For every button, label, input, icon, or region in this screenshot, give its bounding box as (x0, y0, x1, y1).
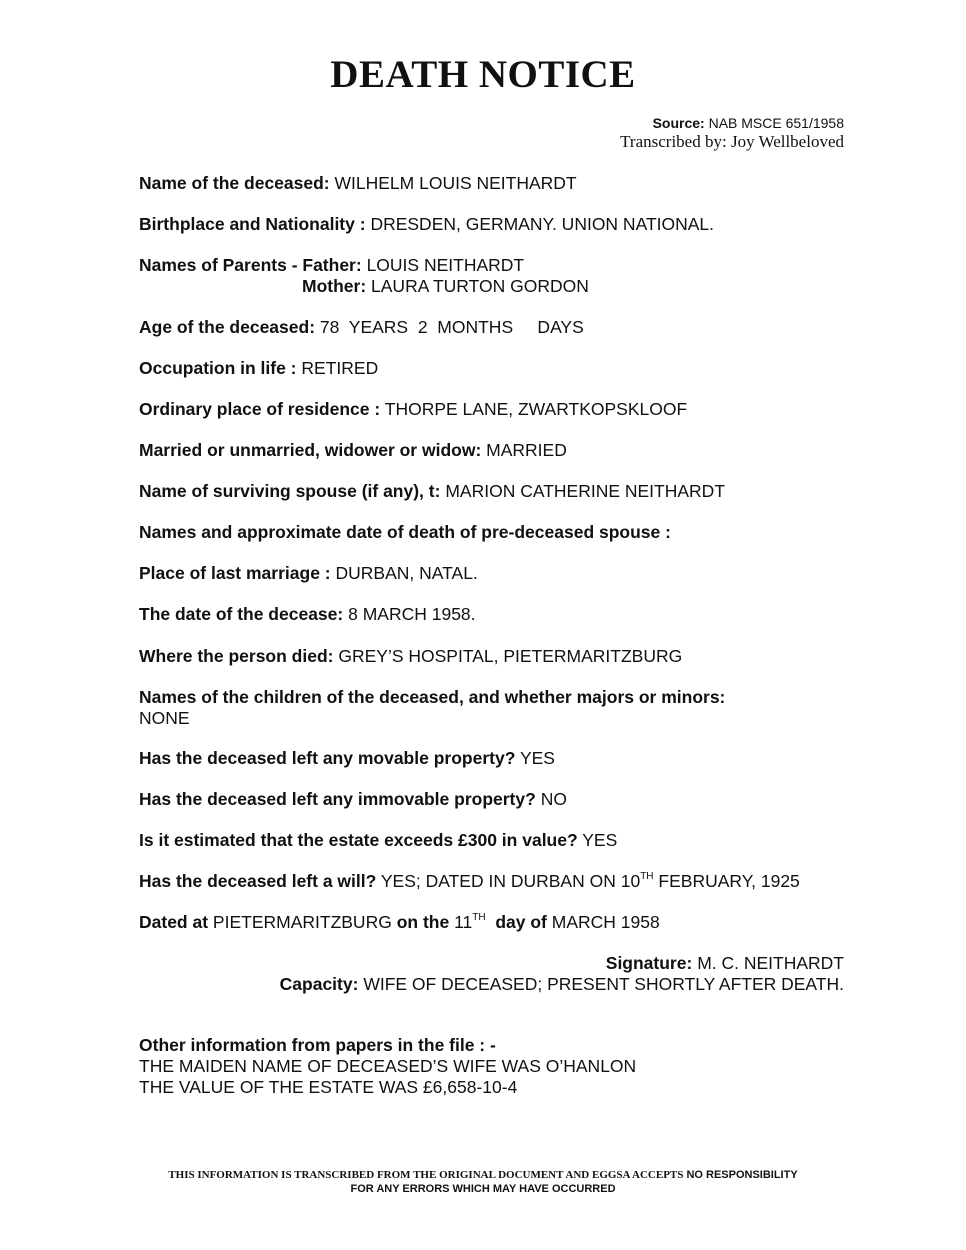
field-place-died (139, 646, 682, 667)
footer-line-2: FOR ANY ERRORS WHICH MAY HAVE OCCURRED (350, 1183, 616, 1195)
field-residence (139, 399, 687, 420)
other-info-line: THE VALUE OF THE ESTATE WAS £6,658-10-4 (139, 1077, 518, 1097)
field-value: 8 MARCH 1958. (348, 604, 476, 624)
will-value-b: FEBRUARY, 1925 (658, 871, 800, 891)
source-line (653, 115, 844, 131)
field-label: Has the deceased left any movable property? (139, 748, 516, 768)
field-value: LOUIS NEITHARDT (366, 255, 525, 275)
field-movable (139, 748, 555, 769)
dated-day-sup: TH (472, 912, 486, 923)
field-name (139, 173, 577, 194)
field-label: Age of the deceased: (139, 317, 316, 337)
transcribed-by: Transcribed by: Joy Wellbeloved (620, 132, 844, 151)
field-occupation (139, 358, 378, 379)
field-value: LAURA TURTON GORDON (371, 276, 589, 296)
field-value: WILHELM LOUIS NEITHARDT (334, 173, 577, 193)
field-value: DURBAN, NATAL. (335, 563, 478, 583)
field-will (139, 871, 800, 892)
field-father (139, 255, 524, 276)
field-label: Names of the children of the deceased, and whether majors or minors: (139, 687, 726, 707)
field-value (381, 871, 800, 891)
field-value: NO (540, 789, 567, 809)
field-label: Ordinary place of residence : (139, 399, 381, 419)
disclaimer-footer (0, 1168, 966, 1196)
other-info-line: THE MAIDEN NAME OF DECEASED’S WIFE WAS O’HANLON (139, 1056, 637, 1076)
other-information (139, 1035, 636, 1098)
field-value: GREY’S HOSPITAL, PIETERMARITZBURG (338, 646, 683, 666)
field-value: MARRIED (486, 440, 567, 460)
field-value: 78 YEARS 2 MONTHS DAYS (319, 317, 584, 337)
field-value: RETIRED (301, 358, 379, 378)
field-label: Is it estimated that the estate exceeds £300 in value? (139, 830, 578, 850)
dated-month-year: MARCH 1958 (551, 912, 660, 932)
capacity-label: Capacity: (279, 974, 359, 994)
capacity-value: WIFE OF DECEASED; PRESENT SHORTLY AFTER DEATH. (363, 974, 844, 994)
field-label: Married or unmarried, widower or widow: (139, 440, 482, 460)
field-mother (302, 276, 589, 297)
signature-label: Signature: (605, 953, 693, 973)
field-label: The date of the decease: (139, 604, 344, 624)
will-value-a: YES; DATED IN DURBAN ON 10 (380, 871, 641, 891)
field-immovable (139, 789, 567, 810)
field-label: Where the person died: (139, 646, 334, 666)
dated-place: PIETERMARITZBURG (212, 912, 392, 932)
will-value-sup: TH (640, 871, 654, 882)
dated-label-a: Dated at (139, 912, 209, 932)
field-label: Place of last marriage : (139, 563, 331, 583)
source-label: Source: (652, 115, 705, 131)
field-value: YES (519, 748, 555, 768)
field-value: MARION CATHERINE NEITHARDT (445, 481, 726, 501)
field-label: Mother: (302, 276, 367, 296)
field-value: THORPE LANE, ZWARTKOPSKLOOF (384, 399, 688, 419)
field-label: Name of surviving spouse (if any), t: (139, 481, 441, 501)
capacity-line (280, 974, 844, 995)
field-label: Name of the deceased: (139, 173, 330, 193)
dated-label-c: day of (495, 912, 547, 932)
field-birthplace (139, 214, 714, 235)
field-estate (139, 830, 617, 851)
dated-day-number: 11 (454, 912, 473, 932)
field-predeceased (139, 522, 671, 543)
footer-line-1 (0, 1168, 966, 1182)
page-title: DEATH NOTICE (330, 53, 636, 96)
other-info-label: Other information from papers in the file : - (139, 1035, 496, 1055)
dated-day (454, 912, 486, 932)
signature-line (606, 953, 844, 974)
field-label: Occupation in life : (139, 358, 297, 378)
field-dated (139, 912, 660, 933)
field-value: YES (582, 830, 618, 850)
field-value: NONE (139, 708, 190, 728)
field-label: Names of Parents - Father: (139, 255, 362, 275)
field-age (139, 317, 584, 338)
field-value: DRESDEN, GERMANY. UNION NATIONAL. (370, 214, 715, 234)
field-label: Has the deceased left a will? (139, 871, 377, 891)
field-label: Names and approximate date of death of pre-deceased spouse : (139, 522, 671, 542)
field-spouse (139, 481, 725, 502)
field-children (139, 687, 725, 729)
field-marriage-place (139, 563, 478, 584)
footer-line-1-serif: THIS INFORMATION IS TRANSCRIBED FROM THE ORIGINAL DOCUMENT AND EGGSA ACCEPTS (168, 1169, 684, 1181)
source-value: NAB MSCE 651/1958 (708, 115, 844, 131)
field-label: Birthplace and Nationality : (139, 214, 366, 234)
field-marital (139, 440, 567, 461)
dated-label-b: on the (396, 912, 450, 932)
signature-value: M. C. NEITHARDT (697, 953, 844, 973)
field-label: Has the deceased left any immovable property? (139, 789, 536, 809)
field-date-decease (139, 604, 476, 625)
footer-line-1-sans: NO RESPONSIBILITY (686, 1169, 798, 1181)
